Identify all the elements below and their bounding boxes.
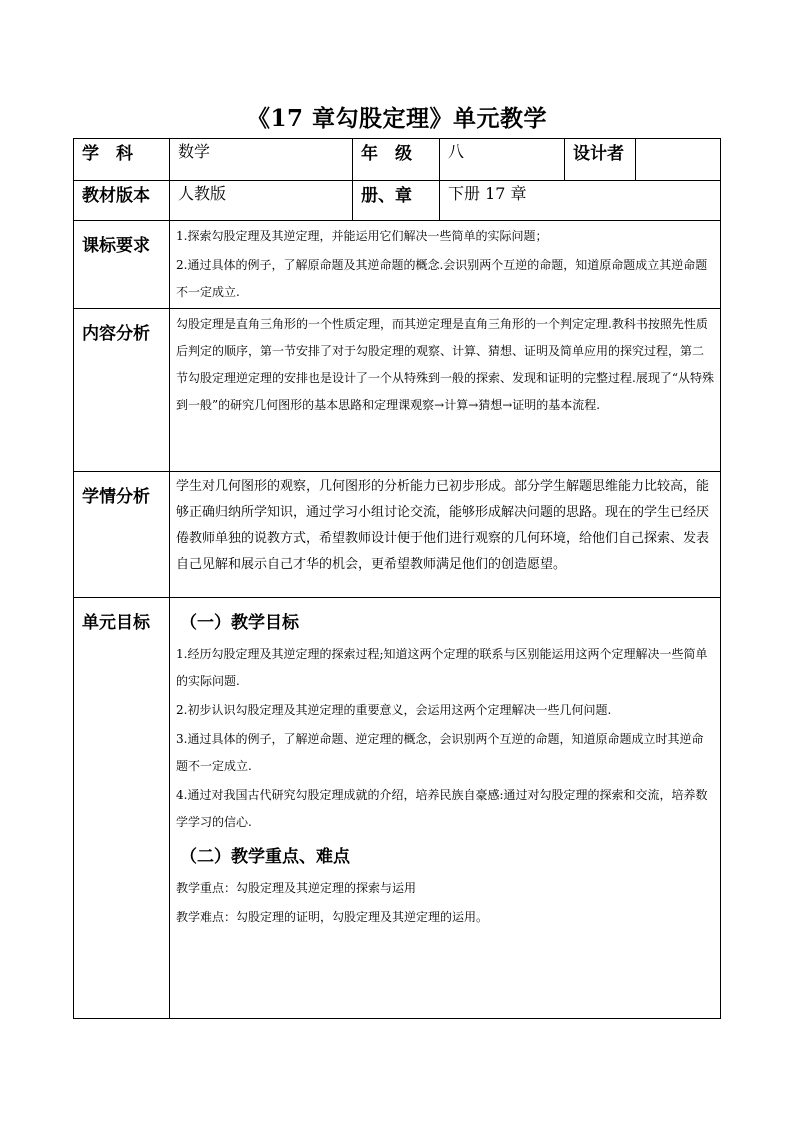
subject-value: 数学 — [170, 139, 353, 181]
edition-value: 人教版 — [170, 181, 353, 221]
content-analysis-text: 勾股定理是直角三角形的一个性质定理，而其逆定理是直角三角形的一个判定定理.教科书按照先性质后判定的顺序，第一节安排了对于勾股定理的观察、计算、猜想、证明及简单应用的探究过程，第二节勾股定理逆定理的安排也是设计了一个从特殊到一般的探索、发现和证明的完整过程.展现了“从特殊到一般”的研究几何图形的基本思路和定理课观察→计算→猜想→证明的基本流程. — [176, 317, 714, 412]
unit-goals-label: 单元目标 — [74, 598, 170, 1019]
unit-goals-content — [170, 598, 721, 1019]
teaching-goals-heading: （一）教学目标 — [180, 613, 299, 633]
content-analysis-label: 内容分析 — [74, 309, 170, 472]
content-analysis-content — [170, 309, 721, 472]
student-analysis-text: 学生对几何图形的观察，几何图形的分析能力已初步形成。部分学生解题思维能力比较高，能够正确归纳所学知识，通过学习小组讨论交流，能够形成解决问题的思路。现在的学生已经厌倦教师单独的说教方式，希望教师设计便于他们进行观察的几何环境，给他们自己探索、发表自己见解和展示自己才华的机会，更希望教师满足他们的创造愿望。 — [176, 479, 710, 572]
content-analysis-row — [74, 309, 721, 472]
designer-label: 设计者 — [565, 139, 636, 181]
subject-label: 学 科 — [74, 139, 170, 181]
grade-value: 八 — [440, 139, 565, 181]
goal-item: 2.初步认识勾股定理及其逆定理的重要意义，会运用这两个定理解决一些几何问题. — [176, 703, 612, 717]
volume-label: 册、章 — [353, 181, 440, 221]
grade-label: 年 级 — [353, 139, 440, 181]
header-row-edition — [74, 181, 721, 221]
curriculum-content — [170, 221, 721, 309]
unit-teaching-table — [73, 138, 721, 1019]
key-difficulty-heading: （二）教学重点、难点 — [180, 847, 350, 867]
designer-value — [636, 139, 721, 181]
volume-value: 下册 17 章 — [440, 181, 721, 221]
difficulty: 教学难点：勾股定理的证明，勾股定理及其逆定理的运用。 — [176, 910, 489, 924]
header-row-subject — [74, 139, 721, 181]
goal-item: 1.经历勾股定理及其逆定理的探索过程;知道这两个定理的联系与区别能运用这两个定理解决一些简单的实际问题. — [176, 647, 708, 688]
curriculum-line-2: 2.通过具体的例子，了解原命题及其逆命题的概念.会识别两个互逆的命题，知道原命题成立其逆命题不一定成立. — [176, 258, 708, 299]
page-title: 《17 章勾股定理》单元教学 — [246, 105, 547, 132]
curriculum-line-1: 1.探索勾股定理及其逆定理，并能运用它们解决一些简单的实际问题； — [176, 229, 548, 243]
student-analysis-row — [74, 472, 721, 598]
unit-goals-row — [74, 598, 721, 1019]
goal-item: 4.通过对我国古代研究勾股定理成就的介绍，培养民族自豪感:通过对勾股定理的探索和交流，培养数学学习的信心. — [176, 788, 708, 829]
curriculum-label: 课标要求 — [74, 221, 170, 309]
goal-item: 3.通过具体的例子，了解逆命题、逆定理的概念，会识别两个互逆的命题，知道原命题成立时其逆命题不一定成立. — [176, 732, 704, 773]
student-analysis-content — [170, 472, 721, 598]
edition-label: 教材版本 — [74, 181, 170, 221]
curriculum-row — [74, 221, 721, 309]
student-analysis-label: 学情分析 — [74, 472, 170, 598]
key-point: 教学重点：勾股定理及其逆定理的探索与运用 — [176, 881, 417, 895]
